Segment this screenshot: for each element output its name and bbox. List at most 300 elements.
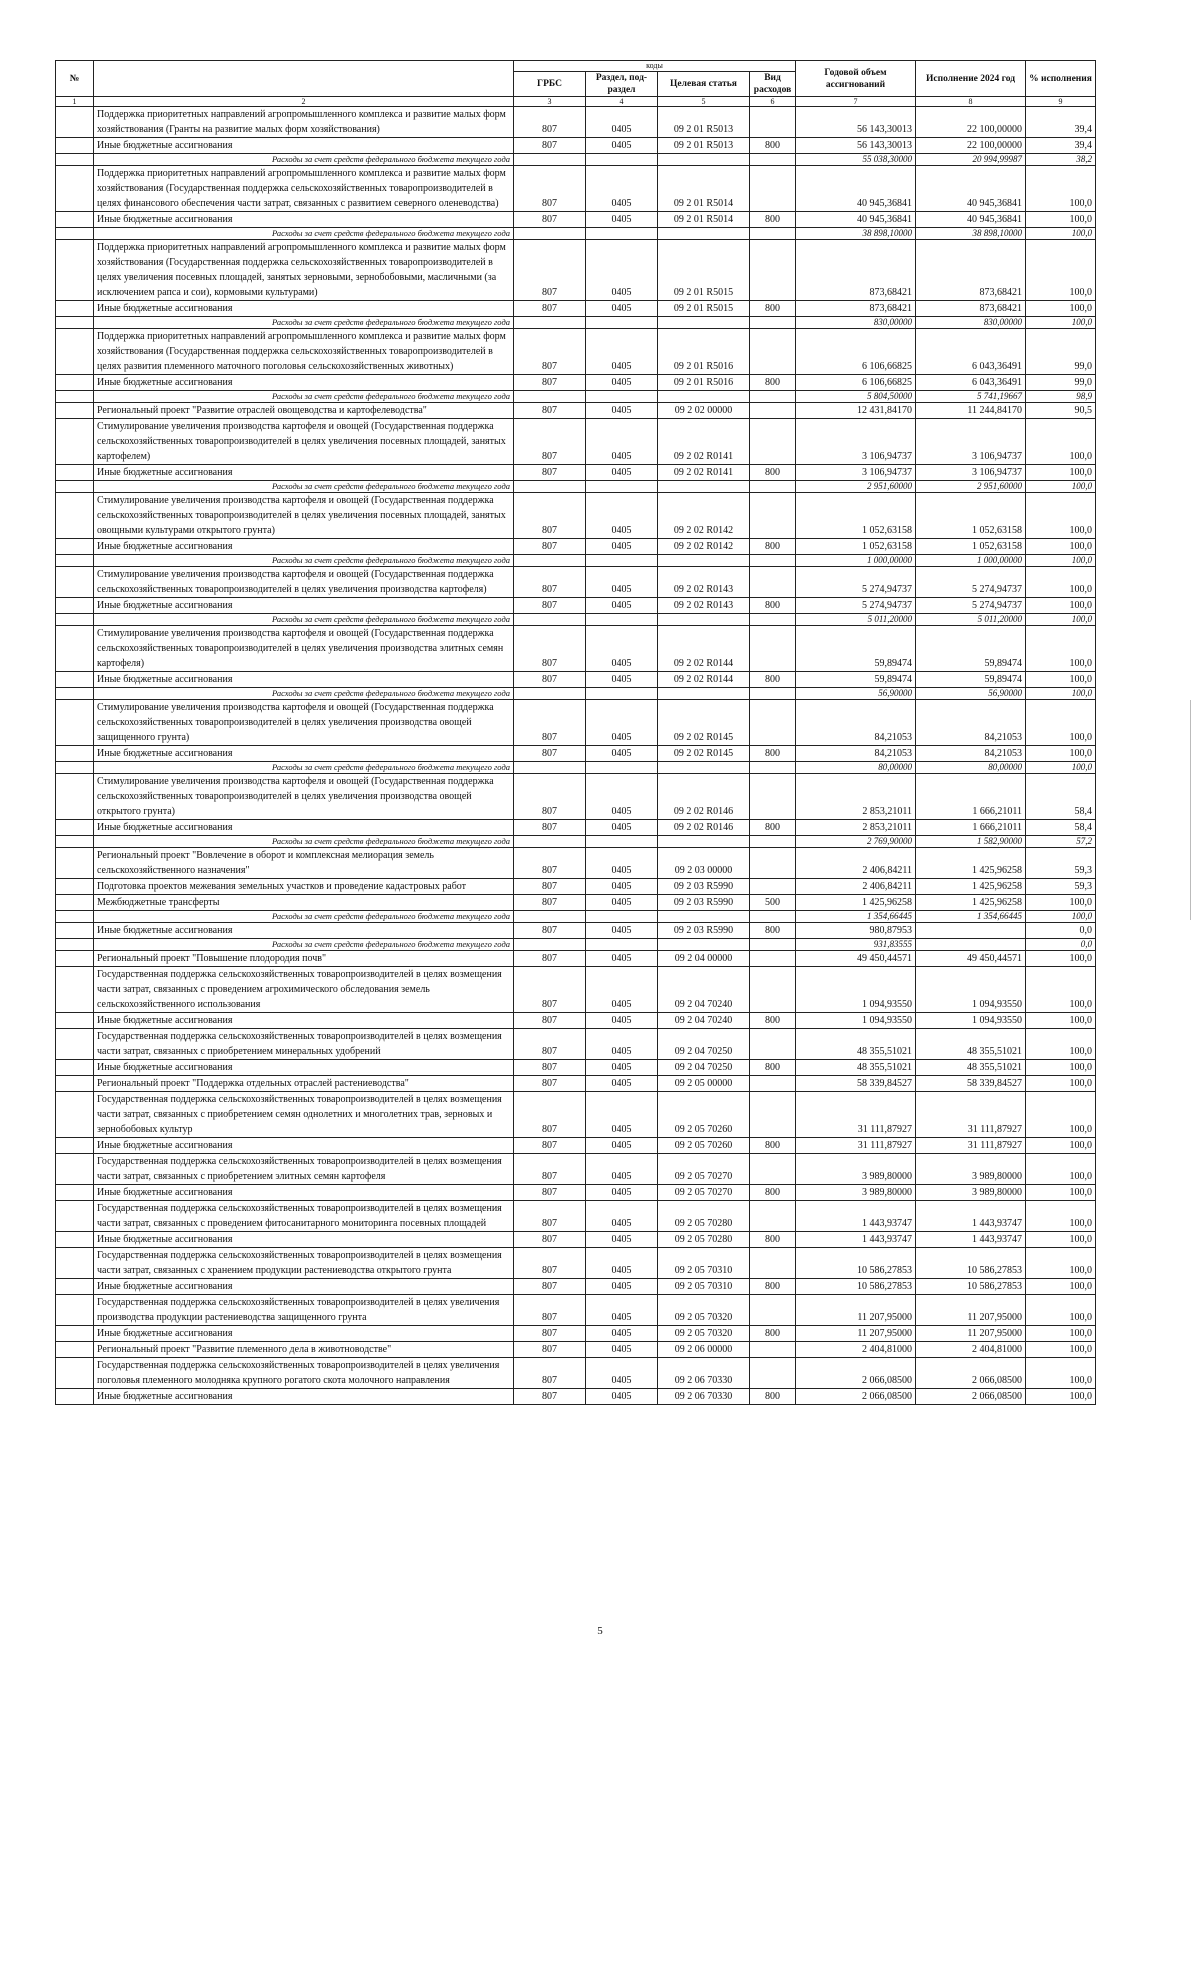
cell-vid: [750, 967, 796, 1013]
table-row: [56, 1029, 1096, 1060]
cell-vid: [750, 1358, 796, 1389]
cell-plan: 1 094,93550: [796, 967, 916, 1013]
cell-plan: 2 066,08500: [796, 1389, 916, 1405]
cell-ispoln: 48 355,51021: [916, 1029, 1026, 1060]
cell-ispoln: 10 586,27853: [916, 1248, 1026, 1279]
header-plan: Годовой объем ассигнований: [796, 61, 916, 97]
colnum: 7: [796, 97, 916, 107]
cell-ispoln: 1 425,96258: [916, 848, 1026, 879]
cell-pct: 100,0: [1026, 166, 1096, 212]
table-row: [56, 848, 1096, 879]
cell-ispoln: 1 443,93747: [916, 1201, 1026, 1232]
cell-grbs: 807: [514, 107, 586, 138]
cell-plan: 1 425,96258: [796, 895, 916, 911]
cell-razdel: 0405: [586, 567, 658, 598]
cell-pct: 100,0: [1026, 762, 1096, 774]
cell-target: 09 2 05 70320: [658, 1326, 750, 1342]
cell-ispoln: 2 066,08500: [916, 1358, 1026, 1389]
cell-num: [56, 107, 94, 138]
colnum: 5: [658, 97, 750, 107]
table-row: [56, 493, 1096, 539]
cell-target: 09 2 01 R5014: [658, 166, 750, 212]
cell-vid: 800: [750, 1326, 796, 1342]
cell-target: 09 2 02 R0141: [658, 419, 750, 465]
cell-pct: 100,0: [1026, 539, 1096, 555]
cell-num: [56, 1358, 94, 1389]
header-pct: % исполнения: [1026, 61, 1096, 97]
cell-razdel: 0405: [586, 329, 658, 375]
cell-target: 09 2 02 R0143: [658, 598, 750, 614]
cell-grbs: 807: [514, 539, 586, 555]
cell-name: Государственная поддержка сельскохозяйственных товаропроизводителей в целях возмещения части затрат, связанных с приобретением элитных семян картофеля: [94, 1154, 514, 1185]
cell-vid: [750, 1248, 796, 1279]
cell-razdel: 0405: [586, 774, 658, 820]
cell-target: 09 2 02 R0145: [658, 746, 750, 762]
table-row: [56, 1076, 1096, 1092]
cell-razdel: 0405: [586, 879, 658, 895]
cell-grbs: 807: [514, 895, 586, 911]
cell-num: [56, 481, 94, 493]
cell-ispoln: 1 094,93550: [916, 967, 1026, 1013]
cell-grbs: 807: [514, 375, 586, 391]
cell-name: Поддержка приоритетных направлений агропромышленного комплекса и развитие малых форм хозяйствования (Государственная поддержка сельскохозяйственных товаропроизводителей в целях финансового обеспечения части затрат, связанных с развитием северного оленеводства): [94, 166, 514, 212]
cell-pct: 100,0: [1026, 1279, 1096, 1295]
cell-name: Государственная поддержка сельскохозяйственных товаропроизводителей в целях возмещения части затрат, связанных с приобретением семян однолетних и многолетних трав, зерновых и зернобобовых культур: [94, 1092, 514, 1138]
cell-target: 09 2 02 R0146: [658, 774, 750, 820]
cell-vid: 800: [750, 212, 796, 228]
cell-vid: 800: [750, 1185, 796, 1201]
cell-pct: 100,0: [1026, 465, 1096, 481]
federal-subrow: [56, 154, 1096, 166]
cell-razdel: 0405: [586, 465, 658, 481]
cell-razdel: [586, 481, 658, 493]
cell-pct: 100,0: [1026, 1326, 1096, 1342]
cell-grbs: 807: [514, 419, 586, 465]
cell-grbs: 807: [514, 1185, 586, 1201]
cell-plan: 2 853,21011: [796, 774, 916, 820]
cell-num: [56, 1279, 94, 1295]
cell-vid: 800: [750, 1279, 796, 1295]
colnum: 4: [586, 97, 658, 107]
cell-ispoln: 48 355,51021: [916, 1060, 1026, 1076]
cell-ispoln: 6 043,36491: [916, 329, 1026, 375]
cell-pct: 99,0: [1026, 375, 1096, 391]
cell-plan: 5 274,94737: [796, 567, 916, 598]
cell-name: Расходы за счет средств федерального бюджета текущего года: [94, 391, 514, 403]
cell-plan: 11 207,95000: [796, 1295, 916, 1326]
cell-ispoln: 1 052,63158: [916, 539, 1026, 555]
cell-ispoln: 3 106,94737: [916, 419, 1026, 465]
federal-subrow: [56, 481, 1096, 493]
cell-plan: 931,83555: [796, 939, 916, 951]
cell-grbs: 807: [514, 403, 586, 419]
cell-ispoln: 22 100,00000: [916, 138, 1026, 154]
cell-pct: 100,0: [1026, 951, 1096, 967]
cell-ispoln: 84,21053: [916, 746, 1026, 762]
cell-plan: 6 106,66825: [796, 329, 916, 375]
table-row: [56, 672, 1096, 688]
cell-num: [56, 567, 94, 598]
cell-num: [56, 1029, 94, 1060]
header-name: [94, 61, 514, 97]
table-row: [56, 598, 1096, 614]
table-row: [56, 746, 1096, 762]
cell-vid: [750, 614, 796, 626]
cell-name: Государственная поддержка сельскохозяйственных товаропроизводителей в целях увеличения поголовья племенного молодняка крупного рогатого скота молочного направления: [94, 1358, 514, 1389]
cell-razdel: [586, 614, 658, 626]
cell-pct: 59,3: [1026, 848, 1096, 879]
table-row: [56, 951, 1096, 967]
cell-pct: 38,2: [1026, 154, 1096, 166]
cell-pct: 100,0: [1026, 1154, 1096, 1185]
cell-grbs: [514, 688, 586, 700]
table-row: [56, 212, 1096, 228]
cell-name: Стимулирование увеличения производства картофеля и овощей (Государственная поддержка сельскохозяйственных товаропроизводителей в целях увеличения производства овощей открытого грунта): [94, 774, 514, 820]
cell-razdel: 0405: [586, 700, 658, 746]
document-page: [55, 60, 1155, 1405]
cell-target: [658, 688, 750, 700]
cell-pct: 100,0: [1026, 688, 1096, 700]
cell-name: Иные бюджетные ассигнования: [94, 746, 514, 762]
cell-razdel: [586, 228, 658, 240]
cell-razdel: 0405: [586, 138, 658, 154]
cell-ispoln: 11 244,84170: [916, 403, 1026, 419]
cell-ispoln: 80,00000: [916, 762, 1026, 774]
page-number: 5: [597, 1625, 603, 1637]
cell-grbs: 807: [514, 1248, 586, 1279]
cell-ispoln: 58 339,84527: [916, 1076, 1026, 1092]
cell-ispoln: 2 951,60000: [916, 481, 1026, 493]
cell-pct: 100,0: [1026, 1060, 1096, 1076]
cell-razdel: 0405: [586, 419, 658, 465]
cell-num: [56, 228, 94, 240]
cell-target: 09 2 05 70310: [658, 1248, 750, 1279]
cell-vid: [750, 911, 796, 923]
cell-vid: [750, 391, 796, 403]
table-row: [56, 301, 1096, 317]
colnum: 1: [56, 97, 94, 107]
cell-grbs: [514, 939, 586, 951]
cell-num: [56, 836, 94, 848]
cell-target: [658, 228, 750, 240]
cell-plan: 80,00000: [796, 762, 916, 774]
cell-plan: 2 769,90000: [796, 836, 916, 848]
cell-num: [56, 1060, 94, 1076]
cell-num: [56, 375, 94, 391]
federal-subrow: [56, 614, 1096, 626]
cell-name: Государственная поддержка сельскохозяйственных товаропроизводителей в целях увеличения производства продукции растениеводства защищенного грунта: [94, 1295, 514, 1326]
cell-target: 09 2 01 R5015: [658, 240, 750, 301]
cell-num: [56, 688, 94, 700]
cell-grbs: [514, 481, 586, 493]
cell-num: [56, 138, 94, 154]
cell-grbs: 807: [514, 1060, 586, 1076]
cell-target: 09 2 05 70310: [658, 1279, 750, 1295]
cell-razdel: 0405: [586, 403, 658, 419]
cell-vid: [750, 493, 796, 539]
cell-razdel: 0405: [586, 820, 658, 836]
cell-target: [658, 762, 750, 774]
cell-vid: 800: [750, 1389, 796, 1405]
cell-name: Иные бюджетные ассигнования: [94, 672, 514, 688]
cell-vid: 800: [750, 1232, 796, 1248]
cell-target: 09 2 04 70250: [658, 1060, 750, 1076]
cell-pct: 100,0: [1026, 626, 1096, 672]
cell-plan: 2 066,08500: [796, 1358, 916, 1389]
cell-target: [658, 911, 750, 923]
cell-grbs: [514, 154, 586, 166]
table-row: [56, 166, 1096, 212]
cell-razdel: [586, 939, 658, 951]
cell-target: 09 2 06 00000: [658, 1342, 750, 1358]
cell-target: 09 2 03 R5990: [658, 923, 750, 939]
cell-vid: [750, 1076, 796, 1092]
cell-num: [56, 166, 94, 212]
cell-num: [56, 301, 94, 317]
cell-name: Государственная поддержка сельскохозяйственных товаропроизводителей в целях возмещения части затрат, связанных с проведением агрохимического обследования земель сельскохозяйственного использования: [94, 967, 514, 1013]
cell-razdel: 0405: [586, 746, 658, 762]
cell-ispoln: 1 582,90000: [916, 836, 1026, 848]
cell-razdel: [586, 317, 658, 329]
cell-num: [56, 820, 94, 836]
cell-pct: 100,0: [1026, 1013, 1096, 1029]
table-row: [56, 1138, 1096, 1154]
cell-grbs: 807: [514, 1013, 586, 1029]
cell-razdel: 0405: [586, 1342, 658, 1358]
cell-grbs: 807: [514, 820, 586, 836]
cell-ispoln: 5 274,94737: [916, 567, 1026, 598]
cell-grbs: 807: [514, 879, 586, 895]
cell-num: [56, 911, 94, 923]
cell-pct: 58,4: [1026, 820, 1096, 836]
cell-pct: 99,0: [1026, 329, 1096, 375]
cell-pct: 100,0: [1026, 911, 1096, 923]
cell-razdel: 0405: [586, 1060, 658, 1076]
cell-plan: 31 111,87927: [796, 1092, 916, 1138]
cell-name: Региональный проект "Поддержка отдельных отраслей растениеводства": [94, 1076, 514, 1092]
cell-name: Государственная поддержка сельскохозяйственных товаропроизводителей в целях возмещения части затрат, связанных с хранением продукции растениеводства открытого грунта: [94, 1248, 514, 1279]
cell-name: Иные бюджетные ассигнования: [94, 820, 514, 836]
cell-name: Иные бюджетные ассигнования: [94, 1060, 514, 1076]
cell-plan: 58 339,84527: [796, 1076, 916, 1092]
table-row: [56, 1013, 1096, 1029]
cell-target: 09 2 05 70280: [658, 1201, 750, 1232]
cell-vid: [750, 1201, 796, 1232]
cell-ispoln: 873,68421: [916, 301, 1026, 317]
cell-name: Поддержка приоритетных направлений агропромышленного комплекса и развитие малых форм хозяйствования (Государственная поддержка сельскохозяйственных товаропроизводителей в целях увеличения посевных площадей, занятых зерновыми, зернобобовыми, масличными (за исключением рапса и сои), кормовыми культурами): [94, 240, 514, 301]
cell-name: Государственная поддержка сельскохозяйственных товаропроизводителей в целях возмещения части затрат, связанных с приобретением минеральных удобрений: [94, 1029, 514, 1060]
table-row: [56, 700, 1096, 746]
cell-pct: 100,0: [1026, 1389, 1096, 1405]
cell-plan: 1 052,63158: [796, 493, 916, 539]
cell-num: [56, 465, 94, 481]
cell-razdel: 0405: [586, 1326, 658, 1342]
cell-pct: 100,0: [1026, 567, 1096, 598]
cell-target: [658, 391, 750, 403]
table-row: [56, 375, 1096, 391]
cell-num: [56, 762, 94, 774]
cell-num: [56, 967, 94, 1013]
cell-vid: 800: [750, 1138, 796, 1154]
cell-plan: 3 106,94737: [796, 419, 916, 465]
cell-target: 09 2 06 70330: [658, 1358, 750, 1389]
table-row: [56, 1342, 1096, 1358]
cell-ispoln: 2 066,08500: [916, 1389, 1026, 1405]
cell-target: 09 2 02 R0146: [658, 820, 750, 836]
cell-plan: 59,89474: [796, 626, 916, 672]
cell-pct: 100,0: [1026, 228, 1096, 240]
cell-num: [56, 1248, 94, 1279]
cell-name: Стимулирование увеличения производства картофеля и овощей (Государственная поддержка сельскохозяйственных товаропроизводителей в целях увеличения производства картофеля): [94, 567, 514, 598]
cell-pct: 58,4: [1026, 774, 1096, 820]
cell-razdel: 0405: [586, 212, 658, 228]
cell-name: Иные бюджетные ассигнования: [94, 301, 514, 317]
cell-razdel: [586, 555, 658, 567]
cell-plan: 1 000,00000: [796, 555, 916, 567]
cell-num: [56, 879, 94, 895]
cell-razdel: 0405: [586, 1185, 658, 1201]
cell-ispoln: 11 207,95000: [916, 1295, 1026, 1326]
table-row: [56, 1248, 1096, 1279]
cell-pct: 100,0: [1026, 212, 1096, 228]
cell-razdel: 0405: [586, 240, 658, 301]
cell-name: Иные бюджетные ассигнования: [94, 1138, 514, 1154]
cell-grbs: [514, 614, 586, 626]
cell-ispoln: 1 094,93550: [916, 1013, 1026, 1029]
cell-target: 09 2 05 70270: [658, 1185, 750, 1201]
cell-razdel: 0405: [586, 1295, 658, 1326]
cell-num: [56, 240, 94, 301]
cell-grbs: [514, 228, 586, 240]
cell-target: 09 2 06 70330: [658, 1389, 750, 1405]
cell-pct: 100,0: [1026, 700, 1096, 746]
cell-name: Иные бюджетные ассигнования: [94, 1185, 514, 1201]
cell-vid: 800: [750, 138, 796, 154]
cell-ispoln: 3 989,80000: [916, 1154, 1026, 1185]
cell-vid: 800: [750, 1060, 796, 1076]
cell-plan: 84,21053: [796, 700, 916, 746]
cell-razdel: [586, 762, 658, 774]
cell-vid: [750, 403, 796, 419]
cell-pct: 100,0: [1026, 240, 1096, 301]
table-row: [56, 403, 1096, 419]
federal-subrow: [56, 836, 1096, 848]
cell-target: 09 2 04 70240: [658, 967, 750, 1013]
cell-pct: 100,0: [1026, 746, 1096, 762]
cell-num: [56, 614, 94, 626]
cell-num: [56, 923, 94, 939]
cell-name: Поддержка приоритетных направлений агропромышленного комплекса и развитие малых форм хозяйствования (Гранты на развитие малых форм хозяйствования): [94, 107, 514, 138]
cell-plan: 10 586,27853: [796, 1279, 916, 1295]
table-row: [56, 1185, 1096, 1201]
colnum: 9: [1026, 97, 1096, 107]
cell-razdel: [586, 836, 658, 848]
cell-num: [56, 1185, 94, 1201]
cell-grbs: 807: [514, 1358, 586, 1389]
cell-vid: [750, 567, 796, 598]
cell-plan: 31 111,87927: [796, 1138, 916, 1154]
cell-target: 09 2 01 R5016: [658, 329, 750, 375]
header-ispoln: Исполнение 2024 год: [916, 61, 1026, 97]
cell-target: 09 2 01 R5014: [658, 212, 750, 228]
cell-grbs: [514, 555, 586, 567]
cell-plan: 56,90000: [796, 688, 916, 700]
cell-num: [56, 1342, 94, 1358]
cell-grbs: 807: [514, 166, 586, 212]
colnum: 6: [750, 97, 796, 107]
scan-edge: [1190, 700, 1191, 920]
cell-name: Региональный проект "Развитие отраслей овощеводства и картофелеводства": [94, 403, 514, 419]
cell-vid: 800: [750, 672, 796, 688]
cell-target: 09 2 01 R5013: [658, 107, 750, 138]
cell-name: Стимулирование увеличения производства картофеля и овощей (Государственная поддержка сельскохозяйственных товаропроизводителей в целях увеличения производства элитных семян картофеля): [94, 626, 514, 672]
cell-grbs: 807: [514, 774, 586, 820]
cell-pct: 0,0: [1026, 923, 1096, 939]
cell-name: Расходы за счет средств федерального бюджета текущего года: [94, 614, 514, 626]
cell-razdel: 0405: [586, 1358, 658, 1389]
cell-ispoln: 59,89474: [916, 672, 1026, 688]
cell-grbs: 807: [514, 465, 586, 481]
cell-razdel: 0405: [586, 848, 658, 879]
cell-vid: 800: [750, 820, 796, 836]
cell-pct: 100,0: [1026, 895, 1096, 911]
table-row: [56, 138, 1096, 154]
cell-ispoln: 49 450,44571: [916, 951, 1026, 967]
cell-grbs: 807: [514, 1076, 586, 1092]
cell-razdel: 0405: [586, 1013, 658, 1029]
cell-ispoln: 5 741,19667: [916, 391, 1026, 403]
cell-vid: [750, 688, 796, 700]
cell-ispoln: 5 011,20000: [916, 614, 1026, 626]
cell-num: [56, 951, 94, 967]
cell-razdel: 0405: [586, 107, 658, 138]
cell-pct: 100,0: [1026, 1358, 1096, 1389]
cell-plan: 873,68421: [796, 240, 916, 301]
federal-subrow: [56, 317, 1096, 329]
cell-vid: 800: [750, 923, 796, 939]
cell-target: 09 2 01 R5016: [658, 375, 750, 391]
cell-pct: 98,9: [1026, 391, 1096, 403]
cell-vid: 800: [750, 1013, 796, 1029]
cell-grbs: 807: [514, 967, 586, 1013]
cell-razdel: 0405: [586, 1279, 658, 1295]
federal-subrow: [56, 911, 1096, 923]
cell-ispoln: 1 666,21011: [916, 774, 1026, 820]
cell-target: [658, 317, 750, 329]
cell-num: [56, 493, 94, 539]
cell-target: 09 2 02 R0142: [658, 493, 750, 539]
cell-ispoln: 31 111,87927: [916, 1092, 1026, 1138]
cell-target: 09 2 02 R0145: [658, 700, 750, 746]
cell-pct: 100,0: [1026, 1295, 1096, 1326]
cell-pct: 100,0: [1026, 1248, 1096, 1279]
cell-name: Иные бюджетные ассигнования: [94, 598, 514, 614]
header-num: №: [56, 61, 94, 97]
table-row: [56, 107, 1096, 138]
cell-target: 09 2 03 R5990: [658, 879, 750, 895]
cell-vid: [750, 228, 796, 240]
cell-plan: 48 355,51021: [796, 1029, 916, 1060]
table-row: [56, 923, 1096, 939]
cell-num: [56, 1013, 94, 1029]
cell-grbs: 807: [514, 951, 586, 967]
cell-plan: 56 143,30013: [796, 107, 916, 138]
federal-subrow: [56, 762, 1096, 774]
cell-grbs: 807: [514, 138, 586, 154]
cell-vid: [750, 317, 796, 329]
cell-ispoln: 6 043,36491: [916, 375, 1026, 391]
cell-name: Региональный проект "Вовлечение в оборот и комплексная мелиорация земель сельскохозяйственного назначения": [94, 848, 514, 879]
